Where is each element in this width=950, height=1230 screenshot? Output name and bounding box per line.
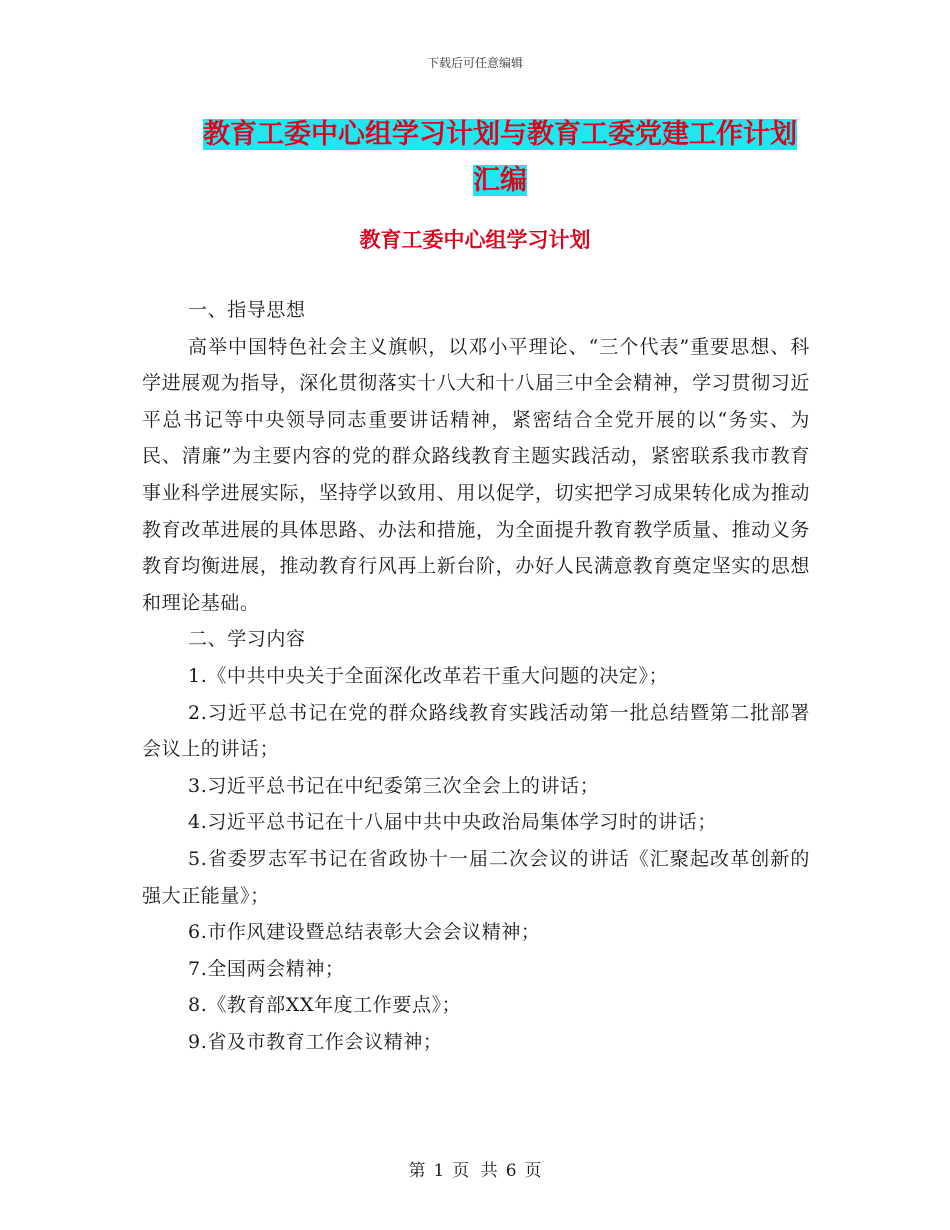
footer-total-pages: 6	[505, 1161, 517, 1181]
footer-middle: 页 共	[452, 1161, 498, 1181]
list-item: 7.全国两会精神；	[188, 957, 345, 980]
header-note: 下载后可任意编辑	[426, 56, 523, 70]
list-item: 1.《中共中央关于全面深化改革若干重大问题的决定》；	[188, 664, 669, 687]
footer-page-number: 1	[433, 1161, 445, 1181]
list-item: 2.习近平总书记在党的群众路线教育实践活动第一批总结暨第二批部署会议上的讲话；	[142, 701, 810, 761]
list-item: 3.习近平总书记在中纪委第三次全会上的讲话；	[188, 774, 600, 797]
list-item: 8.《教育部XX年度工作要点》；	[188, 994, 462, 1017]
document-title	[190, 112, 810, 204]
footer-suffix: 页	[524, 1161, 542, 1181]
list-item: 5.省委罗志军书记在省政协十一届二次会议的讲话《汇聚起改革创新的强大正能量》；	[142, 847, 810, 907]
list-item: 9.省及市教育工作会议精神；	[188, 1030, 443, 1053]
list-item: 4.习近平总书记在十八届中共中央政治局集体学习时的讲话；	[188, 811, 717, 834]
heading-study-content: 二、学习内容	[188, 628, 306, 651]
section-title: 教育工委中心组学习计划	[359, 228, 591, 252]
heading-guiding-ideology: 一、指导思想	[188, 299, 306, 321]
footer-prefix: 第	[408, 1161, 426, 1181]
page-footer	[0, 1156, 950, 1181]
paragraph-guiding-ideology: 高举中国特色社会主义旗帜，以邓小平理论、“三个代表”重要思想、科学进展观为指导，深化贯彻落实十八大和十八届三中全会精神，学习贯彻习近平总书记等中央领导同志重要讲话精神，紧密结合全党开展的以“务实、为民、清廉”为主要内容的党的群众路线教育主题实践活动，紧密联系我市教育事业科学进展实际，坚持学以致用、用以促学，切实把学习成果转化成为推动教育改革进展的具体思路、办法和措施，为全面提升教育教学质量、推动义务教育均衡进展，推动教育行风再上新台阶，办好人民满意教育奠定坚实的思想和理论基础。	[142, 335, 810, 614]
document-body	[142, 292, 810, 1060]
document-title-text: 教育工委中心组学习计划与教育工委党建工作计划汇编	[203, 119, 797, 196]
list-item: 6.市作风建设暨总结表彰大会会议精神；	[188, 921, 541, 944]
